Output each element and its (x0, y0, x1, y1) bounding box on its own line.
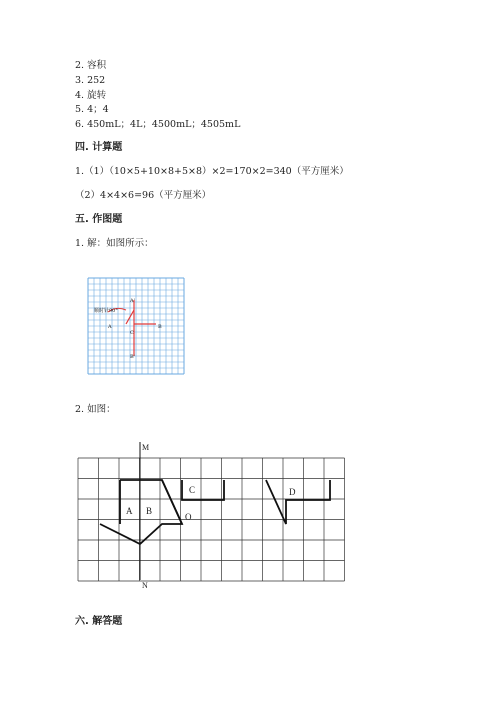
rotate-label: 顺时针90° (94, 308, 118, 314)
point-o-label: O (185, 512, 192, 522)
answer-6: 6. 450mL；4L；4500mL；4505mL (75, 119, 241, 130)
point-a-prime-label: A' (130, 298, 135, 304)
shape-a-label: A (126, 506, 133, 516)
calc-line-1: 1.（1）（10×5+10×8+5×8）×2=170×2=340（平方厘米） (75, 166, 349, 177)
symmetry-figure (74, 440, 359, 588)
answer-3: 3. 252 (75, 75, 106, 86)
axis-bottom-label: N (142, 581, 148, 588)
drawing-q2-label: 2. 如图： (75, 404, 116, 415)
black-grid (78, 458, 345, 581)
section-6-heading: 六. 解答题 (75, 616, 123, 627)
point-b-label: B (158, 324, 162, 330)
point-c-label: C (130, 330, 134, 336)
section-4-heading: 四. 计算题 (75, 142, 123, 153)
point-a-label: A (108, 324, 112, 330)
shape-b-label: B (146, 506, 153, 516)
answer-5: 5. 4；4 (75, 104, 109, 115)
axis-top-label: M (142, 443, 150, 452)
shape-ab (100, 480, 182, 544)
blue-grid (88, 278, 184, 374)
answer-2: 2. 容积 (75, 60, 107, 71)
shape-c-label: C (189, 485, 196, 495)
shape-d-label: D (289, 487, 296, 497)
rotation-figure (86, 276, 188, 376)
section-5-heading: 五. 作图题 (75, 214, 123, 225)
shape-d (266, 480, 330, 524)
calc-line-2: （2）4×4×6=96（平方厘米） (75, 190, 212, 201)
answer-4: 4. 旋转 (75, 90, 107, 101)
drawing-q1-label: 1. 解：如图所示： (75, 238, 154, 249)
point-b-prime-label: B' (130, 354, 136, 360)
